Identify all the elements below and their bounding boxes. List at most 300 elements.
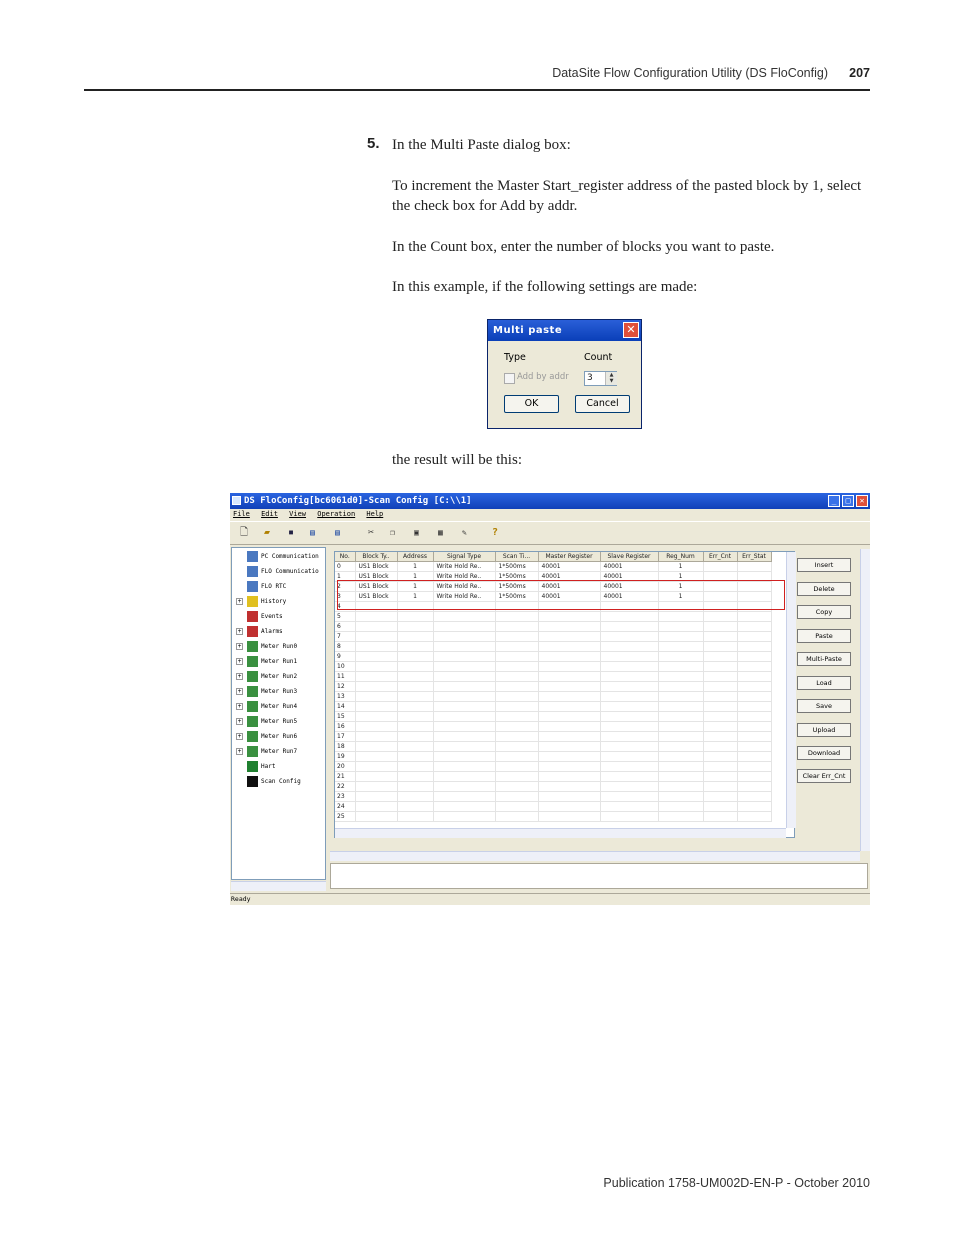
count-spinner[interactable]: ▲ ▼ [605, 372, 617, 385]
table-cell[interactable] [703, 672, 737, 682]
menu-help[interactable]: Help [366, 510, 384, 518]
table-cell[interactable] [495, 772, 538, 782]
table-cell[interactable] [397, 662, 433, 672]
table-cell[interactable] [355, 692, 397, 702]
table-row[interactable] [335, 682, 771, 692]
table-cell[interactable] [737, 662, 771, 672]
add-by-addr-checkbox[interactable] [504, 373, 515, 384]
table-cell[interactable] [600, 692, 658, 702]
tree-item[interactable] [236, 700, 297, 714]
table-cell[interactable] [355, 682, 397, 692]
table-cell[interactable] [658, 752, 703, 762]
table-cell[interactable]: 40001 [600, 592, 658, 602]
table-cell[interactable] [433, 702, 495, 712]
table-cell[interactable] [703, 642, 737, 652]
table-cell[interactable]: 1 [335, 572, 355, 582]
table-cell[interactable] [538, 762, 600, 772]
tree-item[interactable] [236, 610, 283, 624]
save-disk-icon[interactable]: ▪ [288, 527, 295, 538]
table-cell[interactable]: Write Hold Re.. [433, 582, 495, 592]
table-cell[interactable] [433, 632, 495, 642]
table-cell[interactable] [495, 652, 538, 662]
table-cell[interactable]: 14 [335, 702, 355, 712]
table-row[interactable] [335, 802, 771, 812]
table-cell[interactable] [538, 672, 600, 682]
column-header-no[interactable]: No. [335, 552, 355, 562]
table-cell[interactable]: 18 [335, 742, 355, 752]
upload-device-icon[interactable]: ▤ [310, 528, 315, 537]
table-cell[interactable] [538, 792, 600, 802]
table-cell[interactable] [355, 622, 397, 632]
table-cell[interactable] [495, 762, 538, 772]
table-cell[interactable]: 0 [335, 562, 355, 572]
table-cell[interactable] [737, 792, 771, 802]
table-cell[interactable] [495, 622, 538, 632]
table-cell[interactable] [433, 722, 495, 732]
download-device-icon[interactable]: ▤ [335, 528, 340, 537]
table-cell[interactable] [703, 712, 737, 722]
table-cell[interactable] [538, 682, 600, 692]
table-cell[interactable] [703, 752, 737, 762]
table-cell[interactable]: 1 [658, 562, 703, 572]
table-cell[interactable] [703, 692, 737, 702]
table-cell[interactable] [600, 662, 658, 672]
table-cell[interactable]: 17 [335, 732, 355, 742]
table-cell[interactable] [600, 622, 658, 632]
table-cell[interactable] [355, 752, 397, 762]
table-cell[interactable]: 21 [335, 772, 355, 782]
copy-button[interactable]: Copy [797, 605, 851, 619]
column-header-block-type[interactable]: Block Ty.. [355, 552, 397, 562]
table-cell[interactable] [495, 642, 538, 652]
table-cell[interactable] [658, 662, 703, 672]
table-cell[interactable] [703, 622, 737, 632]
table-cell[interactable] [737, 802, 771, 812]
table-cell[interactable] [397, 672, 433, 682]
tree-item[interactable] [236, 625, 283, 639]
table-cell[interactable] [433, 792, 495, 802]
table-cell[interactable] [433, 812, 495, 822]
table-cell[interactable] [355, 632, 397, 642]
table-cell[interactable]: 10 [335, 662, 355, 672]
menu-view[interactable]: View [289, 510, 307, 518]
table-cell[interactable] [600, 712, 658, 722]
table-cell[interactable] [433, 652, 495, 662]
table-cell[interactable]: 2 [335, 582, 355, 592]
table-cell[interactable] [737, 732, 771, 742]
table-cell[interactable] [433, 612, 495, 622]
tree-item[interactable] [236, 550, 319, 564]
table-cell[interactable] [538, 722, 600, 732]
table-cell[interactable] [600, 792, 658, 802]
table-cell[interactable]: 1 [658, 582, 703, 592]
tree-item[interactable] [236, 745, 297, 759]
multi-paste-button[interactable]: Multi-Paste [797, 652, 851, 666]
table-cell[interactable] [538, 642, 600, 652]
table-cell[interactable] [355, 712, 397, 722]
table-cell[interactable] [600, 642, 658, 652]
table-cell[interactable] [538, 772, 600, 782]
table-cell[interactable] [703, 702, 737, 712]
table-cell[interactable] [397, 712, 433, 722]
table-cell[interactable] [737, 772, 771, 782]
table-cell[interactable] [658, 632, 703, 642]
table-cell[interactable] [538, 812, 600, 822]
table-cell[interactable] [495, 692, 538, 702]
table-cell[interactable] [703, 772, 737, 782]
table-cell[interactable]: Write Hold Re.. [433, 572, 495, 582]
expand-icon[interactable]: + [237, 643, 242, 650]
download-button[interactable]: Download [797, 746, 851, 760]
table-cell[interactable] [495, 812, 538, 822]
table-cell[interactable]: 8 [335, 642, 355, 652]
tree-item[interactable] [236, 580, 286, 594]
table-row[interactable] [335, 732, 771, 742]
table-cell[interactable] [433, 712, 495, 722]
table-cell[interactable]: 22 [335, 782, 355, 792]
table-cell[interactable] [397, 802, 433, 812]
table-cell[interactable] [703, 812, 737, 822]
table-cell[interactable] [538, 622, 600, 632]
expand-icon[interactable]: + [237, 673, 242, 680]
table-cell[interactable] [397, 682, 433, 692]
expand-icon[interactable]: + [237, 733, 242, 740]
table-cell[interactable]: 40001 [538, 582, 600, 592]
table-cell[interactable] [397, 652, 433, 662]
table-row[interactable] [335, 672, 771, 682]
table-cell[interactable]: 5 [335, 612, 355, 622]
table-cell[interactable]: 1*500ms [495, 592, 538, 602]
table-row[interactable] [335, 762, 771, 772]
table-cell[interactable]: 1 [397, 592, 433, 602]
table-cell[interactable] [600, 612, 658, 622]
table-cell[interactable]: 25 [335, 812, 355, 822]
table-cell[interactable] [737, 632, 771, 642]
table-cell[interactable] [538, 652, 600, 662]
table-cell[interactable] [355, 702, 397, 712]
table-cell[interactable] [355, 662, 397, 672]
table-cell[interactable]: 4 [335, 602, 355, 612]
table-cell[interactable] [538, 782, 600, 792]
table-cell[interactable] [495, 612, 538, 622]
grid-horizontal-scrollbar[interactable] [335, 828, 786, 838]
table-cell[interactable]: 15 [335, 712, 355, 722]
table-cell[interactable]: 23 [335, 792, 355, 802]
delete-button[interactable]: Delete [797, 582, 851, 596]
table-cell[interactable] [538, 742, 600, 752]
table-cell[interactable] [355, 792, 397, 802]
table-cell[interactable] [538, 712, 600, 722]
table-cell[interactable] [600, 632, 658, 642]
table-cell[interactable] [433, 742, 495, 752]
copy-icon[interactable]: ❐ [390, 528, 395, 537]
table-cell[interactable] [703, 632, 737, 642]
tree-item[interactable] [236, 760, 275, 774]
column-header-signal-type[interactable]: Signal Type [433, 552, 495, 562]
table-cell[interactable] [737, 622, 771, 632]
table-row[interactable] [335, 622, 771, 632]
table-cell[interactable] [703, 662, 737, 672]
table-cell[interactable]: 40001 [600, 572, 658, 582]
table-cell[interactable] [737, 562, 771, 572]
table-cell[interactable] [355, 612, 397, 622]
table-cell[interactable] [658, 732, 703, 742]
table-cell[interactable] [355, 732, 397, 742]
table-cell[interactable] [658, 622, 703, 632]
table-cell[interactable] [433, 672, 495, 682]
table-cell[interactable] [433, 772, 495, 782]
expand-icon[interactable]: + [237, 628, 242, 635]
table-cell[interactable] [355, 802, 397, 812]
table-cell[interactable] [658, 612, 703, 622]
table-cell[interactable] [433, 682, 495, 692]
table-cell[interactable] [495, 662, 538, 672]
table-cell[interactable] [495, 752, 538, 762]
table-cell[interactable] [600, 752, 658, 762]
expand-icon[interactable]: + [237, 718, 242, 725]
column-header-master-register[interactable]: Master Register [538, 552, 600, 562]
table-cell[interactable] [658, 672, 703, 682]
close-icon[interactable]: ✕ [623, 322, 639, 338]
table-row[interactable] [335, 642, 771, 652]
menu-operation[interactable]: Operation [317, 510, 356, 518]
table-cell[interactable] [658, 692, 703, 702]
table-cell[interactable] [397, 772, 433, 782]
cancel-button[interactable]: Cancel [575, 395, 630, 413]
minimize-icon[interactable]: _ [828, 495, 840, 507]
table-cell[interactable] [397, 762, 433, 772]
table-cell[interactable] [658, 742, 703, 752]
load-button[interactable]: Load [797, 676, 851, 690]
main-vertical-scrollbar[interactable] [860, 549, 870, 851]
grid-vertical-scrollbar[interactable] [786, 552, 796, 828]
table-cell[interactable] [355, 772, 397, 782]
table-cell[interactable] [355, 742, 397, 752]
expand-icon[interactable]: + [237, 703, 242, 710]
table-cell[interactable] [658, 802, 703, 812]
table-cell[interactable] [703, 782, 737, 792]
table-cell[interactable]: 20 [335, 762, 355, 772]
table-cell[interactable] [355, 812, 397, 822]
table-cell[interactable]: 24 [335, 802, 355, 812]
table-cell[interactable]: 13 [335, 692, 355, 702]
table-cell[interactable] [495, 712, 538, 722]
table-row[interactable] [335, 632, 771, 642]
table-cell[interactable]: 1 [658, 572, 703, 582]
column-header-scan-time[interactable]: Scan Ti... [495, 552, 538, 562]
table-cell[interactable] [433, 692, 495, 702]
table-cell[interactable] [737, 752, 771, 762]
table-row[interactable] [335, 722, 771, 732]
table-cell[interactable] [600, 782, 658, 792]
save-button[interactable]: Save [797, 699, 851, 713]
table-cell[interactable] [737, 762, 771, 772]
table-cell[interactable] [397, 792, 433, 802]
table-cell[interactable] [433, 782, 495, 792]
table-cell[interactable] [658, 722, 703, 732]
table-cell[interactable] [737, 712, 771, 722]
table-row[interactable] [335, 742, 771, 752]
column-header-reg-num[interactable]: Reg_Num [658, 552, 703, 562]
table-cell[interactable]: US1 Block [355, 582, 397, 592]
table-cell[interactable]: 1 [397, 572, 433, 582]
table-cell[interactable] [538, 612, 600, 622]
maximize-icon[interactable]: □ [842, 495, 854, 507]
table-cell[interactable] [703, 722, 737, 732]
tree-item[interactable] [236, 595, 286, 609]
table-cell[interactable] [397, 752, 433, 762]
table-cell[interactable] [600, 722, 658, 732]
table-cell[interactable]: 7 [335, 632, 355, 642]
table-cell[interactable] [355, 762, 397, 772]
table-cell[interactable] [600, 702, 658, 712]
table-cell[interactable]: 1*500ms [495, 582, 538, 592]
table-row[interactable] [335, 692, 771, 702]
column-header-slave-register[interactable]: Slave Register [600, 552, 658, 562]
table-cell[interactable] [495, 632, 538, 642]
table-cell[interactable] [538, 732, 600, 742]
close-icon[interactable]: ✕ [856, 495, 868, 507]
table-cell[interactable] [703, 742, 737, 752]
tree-item[interactable] [236, 640, 297, 654]
new-file-icon[interactable]: 🗋 [240, 527, 249, 538]
table-cell[interactable]: Write Hold Re.. [433, 562, 495, 572]
table-cell[interactable] [658, 782, 703, 792]
table-cell[interactable] [600, 652, 658, 662]
upload-button[interactable]: Upload [797, 723, 851, 737]
table-cell[interactable]: 12 [335, 682, 355, 692]
table-row[interactable] [335, 652, 771, 662]
table-cell[interactable] [433, 622, 495, 632]
ok-button[interactable]: OK [504, 395, 559, 413]
table-cell[interactable] [737, 692, 771, 702]
table-cell[interactable] [397, 632, 433, 642]
insert-button[interactable]: Insert [797, 558, 851, 572]
table-cell[interactable]: 1 [658, 592, 703, 602]
table-cell[interactable] [600, 762, 658, 772]
table-cell[interactable] [703, 732, 737, 742]
table-cell[interactable] [433, 752, 495, 762]
table-cell[interactable] [433, 662, 495, 672]
table-cell[interactable] [600, 812, 658, 822]
tree-item[interactable] [236, 685, 297, 699]
table-cell[interactable] [600, 742, 658, 752]
table-cell[interactable] [433, 762, 495, 772]
open-folder-icon[interactable]: ▰ [264, 527, 271, 538]
table-cell[interactable] [397, 622, 433, 632]
table-cell[interactable]: 3 [335, 592, 355, 602]
table-cell[interactable] [737, 682, 771, 692]
table-cell[interactable] [433, 802, 495, 812]
tree-item[interactable] [236, 730, 297, 744]
table-cell[interactable] [495, 722, 538, 732]
table-cell[interactable] [658, 652, 703, 662]
table-cell[interactable] [600, 672, 658, 682]
table-cell[interactable] [538, 702, 600, 712]
menu-edit[interactable]: Edit [261, 510, 278, 518]
column-header-err-stat[interactable]: Err_Stat [737, 552, 771, 562]
table-cell[interactable] [658, 762, 703, 772]
help-icon[interactable]: ? [492, 527, 499, 538]
expand-icon[interactable]: + [237, 688, 242, 695]
table-cell[interactable]: 40001 [600, 562, 658, 572]
edit-pen-icon[interactable]: ✎ [462, 528, 467, 537]
table-cell[interactable] [658, 812, 703, 822]
table-cell[interactable] [495, 782, 538, 792]
table-cell[interactable] [703, 802, 737, 812]
table-cell[interactable] [737, 702, 771, 712]
table-cell[interactable] [737, 722, 771, 732]
clear-err-cnt-button[interactable]: Clear Err_Cnt [797, 769, 851, 783]
tree-item[interactable] [236, 775, 301, 789]
expand-icon[interactable]: + [237, 748, 242, 755]
table-cell[interactable] [600, 732, 658, 742]
table-cell[interactable] [737, 642, 771, 652]
count-input[interactable]: 3 [584, 371, 617, 386]
table-cell[interactable] [495, 792, 538, 802]
tree-item[interactable] [236, 565, 319, 579]
table-cell[interactable] [658, 792, 703, 802]
table-cell[interactable] [737, 742, 771, 752]
table-cell[interactable]: US1 Block [355, 562, 397, 572]
table-cell[interactable] [397, 612, 433, 622]
table-cell[interactable] [703, 652, 737, 662]
table-cell[interactable] [737, 612, 771, 622]
table-cell[interactable] [658, 682, 703, 692]
table-cell[interactable] [397, 692, 433, 702]
table-cell[interactable] [538, 802, 600, 812]
table-cell[interactable] [355, 652, 397, 662]
table-cell[interactable] [397, 732, 433, 742]
expand-icon[interactable]: + [237, 598, 242, 605]
table-cell[interactable]: Write Hold Re.. [433, 592, 495, 602]
table-cell[interactable]: 16 [335, 722, 355, 732]
table-cell[interactable] [495, 802, 538, 812]
table-cell[interactable] [658, 642, 703, 652]
table-cell[interactable]: US1 Block [355, 592, 397, 602]
table-cell[interactable] [737, 782, 771, 792]
menu-file[interactable]: File [233, 510, 250, 518]
table-row[interactable] [335, 702, 771, 712]
table-cell[interactable] [495, 682, 538, 692]
table-cell[interactable] [397, 812, 433, 822]
table-cell[interactable]: 11 [335, 672, 355, 682]
table-cell[interactable] [737, 812, 771, 822]
table-cell[interactable] [433, 642, 495, 652]
table-cell[interactable] [600, 772, 658, 782]
table-cell[interactable]: US1 Block [355, 572, 397, 582]
table-cell[interactable]: 6 [335, 622, 355, 632]
tree-horizontal-scrollbar[interactable] [231, 881, 326, 891]
table-cell[interactable] [538, 752, 600, 762]
column-header-address[interactable]: Address [397, 552, 433, 562]
table-row[interactable] [335, 712, 771, 722]
table-cell[interactable] [397, 702, 433, 712]
table-row[interactable] [335, 562, 771, 572]
table-row[interactable] [335, 772, 771, 782]
table-cell[interactable]: 40001 [538, 562, 600, 572]
table-cell[interactable] [355, 642, 397, 652]
paste-button[interactable]: Paste [797, 629, 851, 643]
table-cell[interactable] [355, 782, 397, 792]
tree-item[interactable] [236, 715, 297, 729]
table-row[interactable] [335, 752, 771, 762]
table-cell[interactable] [658, 712, 703, 722]
tree-item[interactable] [236, 655, 297, 669]
table-cell[interactable] [737, 652, 771, 662]
table-cell[interactable] [703, 762, 737, 772]
table-cell[interactable]: 40001 [600, 582, 658, 592]
